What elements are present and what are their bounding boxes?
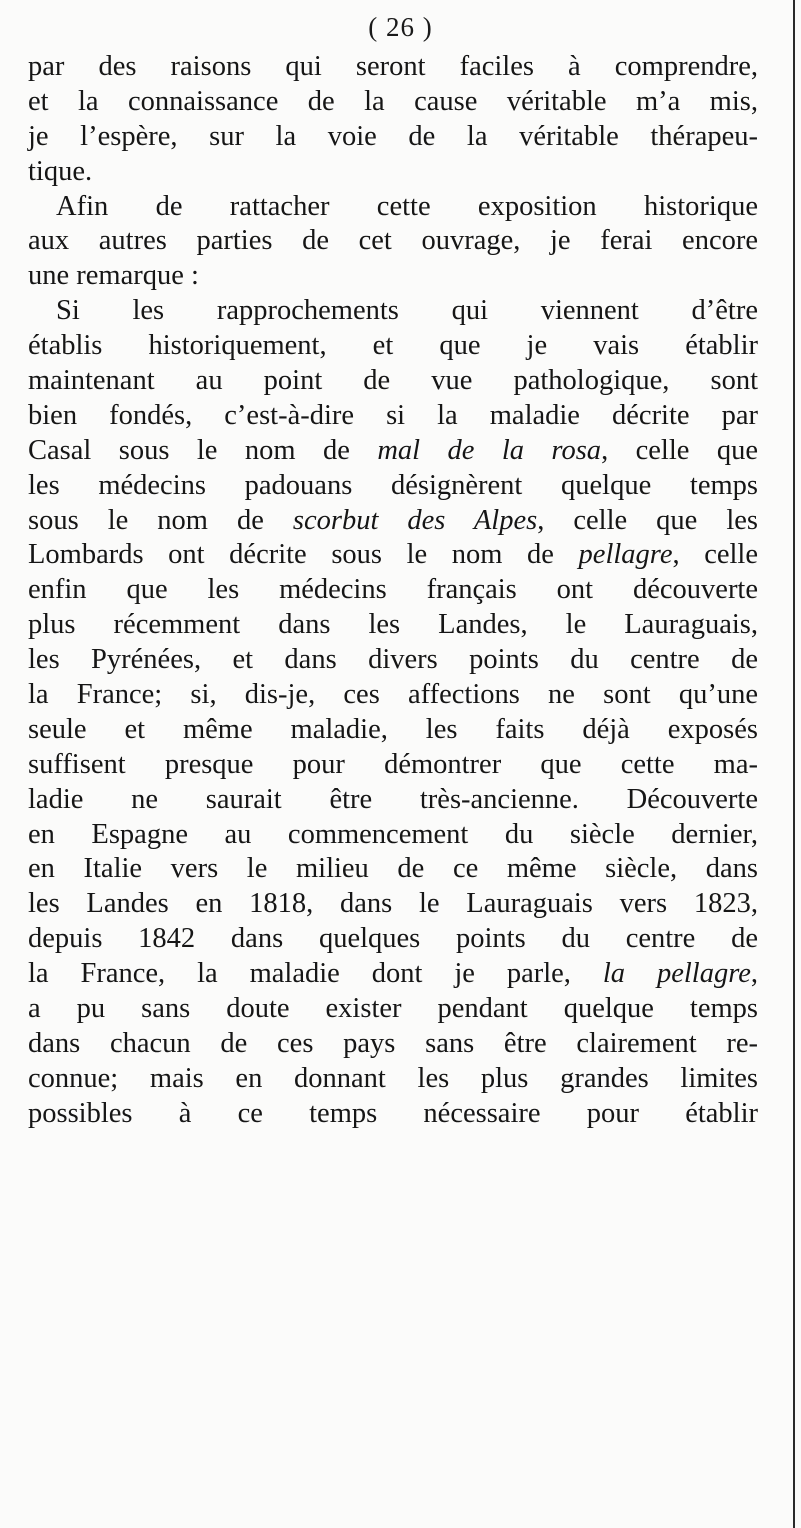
text-line (28, 922, 758, 957)
page-edge-line (793, 0, 795, 1528)
text-run: les Pyrénées, et dans divers points du centre de (28, 644, 758, 676)
text-line (28, 713, 758, 748)
italic-term: la pellagre (602, 958, 751, 990)
text-run: plus récemment dans les Landes, le Lauraguais, (28, 609, 758, 641)
text-run: suffisent presque pour démontrer que cette ma- (28, 748, 758, 780)
text-run: Casal sous le nom de (28, 434, 378, 466)
text-line (28, 469, 758, 504)
text-run: ladie ne saurait être très-ancienne. Découverte (28, 783, 758, 815)
text-run: depuis 1842 dans quelques points du centre de (28, 923, 758, 955)
text-run: les Landes en 1818, dans le Lauraguais vers 1823, (28, 888, 758, 920)
text-run: les médecins padouans désignèrent quelque temps (28, 469, 758, 501)
text-line (28, 294, 758, 329)
text-line (28, 678, 758, 713)
text-line (28, 1027, 758, 1062)
page-number: ( 26 ) (368, 12, 433, 42)
text-run: la France; si, dis-je, ces affections ne sont qu’une (28, 679, 758, 711)
body-text (28, 50, 758, 1132)
text-run: enfin que les médecins français ont découverte (28, 574, 758, 606)
text-run: , celle (672, 539, 758, 571)
text-line (28, 399, 758, 434)
text-line (28, 85, 758, 120)
text-line (28, 852, 758, 887)
text-run: et la connaissance de la cause véritable m’a mis, (28, 85, 758, 117)
text-run: possibles à ce temps nécessaire pour établir (28, 1097, 758, 1129)
text-run: seule et même maladie, les faits déjà exposés (28, 713, 758, 745)
text-run: tique. (28, 155, 93, 187)
text-line (28, 1062, 758, 1097)
text-line (28, 818, 758, 853)
text-run: la France, la maladie dont je parle, (28, 958, 603, 990)
text-run: Lombards ont décrite sous le nom de (28, 539, 579, 571)
text-run: Si les rapprochements qui viennent d’être (56, 295, 758, 327)
text-line (28, 434, 758, 469)
text-run: , (750, 958, 759, 990)
text-line (28, 190, 758, 225)
text-line (28, 1097, 758, 1132)
text-run: je l’espère, sur la voie de la véritable thérapeu- (28, 120, 758, 152)
text-line (28, 957, 758, 992)
text-line (28, 504, 758, 539)
text-line (28, 259, 758, 294)
text-run: a pu sans doute exister pendant quelque temps (28, 993, 758, 1025)
text-line (28, 224, 758, 259)
text-line (28, 783, 758, 818)
text-run: en Italie vers le milieu de ce même siècle, dans (28, 853, 758, 885)
text-line (28, 155, 758, 190)
text-line (28, 643, 758, 678)
text-run: , celle que (601, 434, 758, 466)
italic-term: mal de la rosa (377, 434, 602, 466)
text-line (28, 573, 758, 608)
text-run: en Espagne au commencement du siècle dernier, (28, 818, 758, 850)
text-run: , celle que les (537, 504, 758, 536)
text-run: par des raisons qui seront faciles à comprendre, (28, 51, 758, 82)
text-run: établis historiquement, et que je vais établir (28, 330, 758, 362)
italic-term: pellagre (578, 539, 673, 571)
text-line (28, 364, 758, 399)
text-line (28, 50, 758, 85)
text-line (28, 992, 758, 1027)
text-line (28, 538, 758, 573)
text-run: sous le nom de (28, 504, 293, 536)
text-run: Afin de rattacher cette exposition historique (56, 190, 758, 222)
text-line (28, 120, 758, 155)
text-line (28, 748, 758, 783)
text-run: dans chacun de ces pays sans être clairement re- (28, 1027, 758, 1059)
text-run: aux autres parties de cet ouvrage, je ferai encore (28, 225, 758, 257)
text-line (28, 329, 758, 364)
text-run: maintenant au point de vue pathologique, sont (28, 365, 758, 397)
italic-term: scorbut des Alpes (292, 504, 538, 536)
text-line (28, 608, 758, 643)
text-run: bien fondés, c’est-à-dire si la maladie décrite par (28, 399, 758, 431)
text-run: connue; mais en donnant les plus grandes limites (28, 1062, 758, 1094)
text-run: une remarque : (28, 260, 199, 292)
text-line (28, 887, 758, 922)
